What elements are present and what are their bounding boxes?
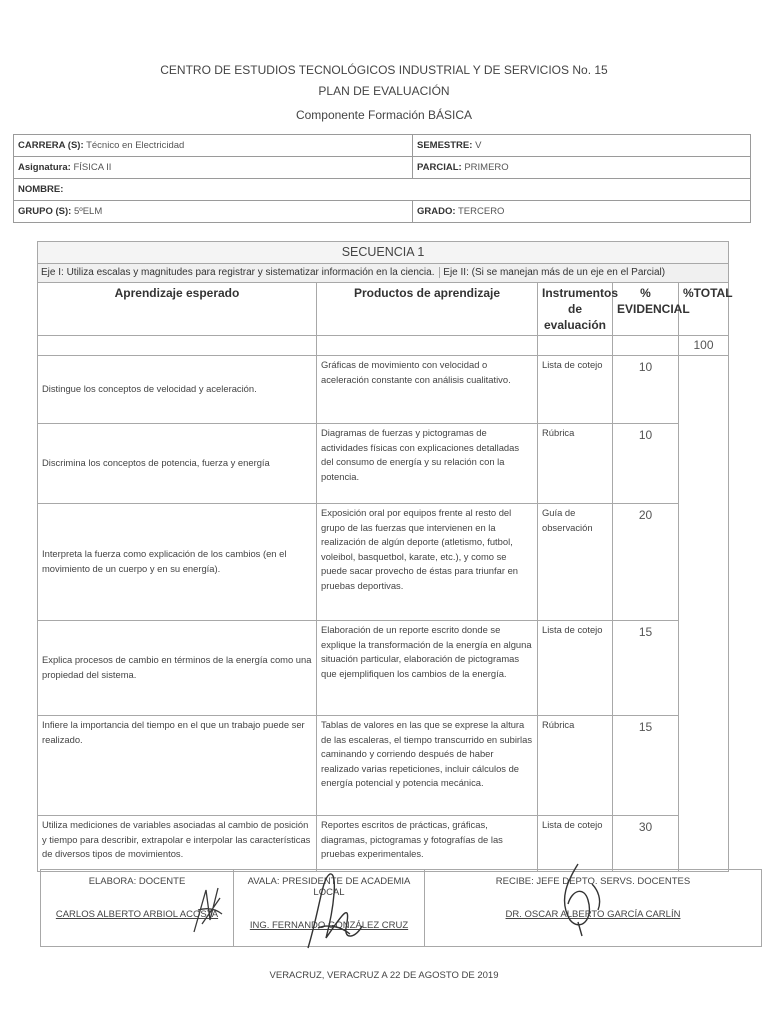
asignatura-cell: [14, 157, 413, 179]
producto-cell: Exposición oral por equipos frente al resto del grupo de las fuerzas que intervienen en la realización de algún deporte (atletismo, futbol, voleibol, basquetbol, karate, etc.), y como se puede sacar provecho de éstas para triunfar en pruebas deportivas.: [317, 504, 538, 621]
avala-name: ING. FERNANDO GONZÁLEZ CRUZ: [249, 920, 409, 931]
porcentaje-cell: 20: [613, 504, 679, 621]
school-name: CENTRO DE ESTUDIOS TECNOLÓGICOS INDUSTRIAL Y DE SERVICIOS No. 15: [160, 63, 608, 77]
instrumento-cell: Lista de cotejo: [538, 356, 613, 424]
course-info-table: [13, 134, 751, 223]
axis-row: [38, 264, 729, 283]
table-row: [38, 716, 729, 816]
carrera-value: Técnico en Electricidad: [86, 140, 185, 151]
evaluation-table: [37, 241, 733, 872]
table-row: [38, 816, 729, 872]
document-subtitle: Componente Formación BÁSICA: [295, 108, 473, 122]
elabora-title: ELABORA: DOCENTE: [88, 876, 186, 887]
parcial-cell: [413, 157, 751, 179]
aprendizaje-cell: Explica procesos de cambio en términos de la energía como una propiedad del sistema.: [38, 621, 317, 716]
semestre-label: SEMESTRE:: [417, 140, 473, 151]
producto-cell: Gráficas de movimiento con velocidad o aceleración constante con análisis cualitativo.: [317, 356, 538, 424]
grupo-value: 5ºELM: [73, 206, 103, 217]
parcial-label: PARCIAL:: [417, 162, 462, 173]
header-total: %TOTAL: [679, 282, 729, 336]
grado-value: TERCERO: [458, 206, 505, 217]
aprendizaje-cell: Interpreta la fuerza como explicación de los cambios (en el movimiento de un cuerpo y en su energía).: [38, 504, 317, 621]
semestre-cell: [413, 135, 751, 157]
asignatura-value: FÍSICA II: [73, 162, 112, 173]
parcial-value: PRIMERO: [464, 162, 509, 173]
signature-table: [40, 869, 762, 947]
signature-elabora: [41, 870, 234, 947]
signature-avala: [234, 870, 425, 947]
axis-1: Eje I: Utiliza escalas y magnitudes para registrar y sistematizar información en la ciencia.: [41, 267, 435, 279]
sequence-title: SECUENCIA 1: [38, 242, 729, 264]
producto-cell: Diagramas de fuerzas y pictogramas de actividades físicas con explicaciones detalladas del consumo de energía y su relación con la potencia.: [317, 424, 538, 504]
aprendizaje-cell: Distingue los conceptos de velocidad y aceleración.: [38, 356, 317, 424]
asignatura-label: Asignatura:: [18, 162, 71, 173]
blank-cell: [538, 336, 613, 356]
elabora-name: CARLOS ALBERTO ARBIOL ACOSTA: [55, 909, 219, 920]
table-row: [38, 356, 729, 424]
carrera-label: CARRERA (S):: [18, 140, 84, 151]
table-row: [38, 621, 729, 716]
blank-cell: [38, 336, 317, 356]
recibe-name: DR. OSCAR ALBERTO GARCÍA CARLÍN: [505, 909, 681, 920]
porcentaje-cell: 30: [613, 816, 679, 872]
nombre-cell: [14, 179, 751, 201]
recibe-title: RECIBE: JEFE DEPTO. SERVS. DOCENTES: [495, 876, 691, 887]
porcentaje-cell: 15: [613, 716, 679, 816]
axis-2: Eje II: (Si se manejan más de un eje en el Parcial): [439, 267, 665, 278]
signature-recibe: [425, 870, 762, 947]
header-instrumentos: Instrumentos de evaluación: [538, 282, 613, 336]
header-evidencial: % EVIDENCIAL: [613, 282, 679, 336]
avala-title: AVALA: PRESIDENTE DE ACADEMIA LOCAL: [247, 876, 411, 898]
semestre-value: V: [475, 140, 482, 151]
aprendizaje-cell: Utiliza mediciones de variables asociadas al cambio de posición y tiempo para describir, extrapolar e interpolar las características de diversos tipos de movimientos.: [38, 816, 317, 872]
grado-label: GRADO:: [417, 206, 456, 217]
header-productos: Productos de aprendizaje: [317, 282, 538, 336]
document-title: PLAN DE EVALUACIÓN: [318, 84, 450, 98]
blank-cell: [317, 336, 538, 356]
producto-cell: Reportes escritos de prácticas, gráficas, diagramas, pictogramas y fotografías de las pruebas experimentales.: [317, 816, 538, 872]
total-value: 100: [679, 336, 729, 356]
blank-cell: [613, 336, 679, 356]
table-row: [38, 424, 729, 504]
porcentaje-cell: 10: [613, 356, 679, 424]
table-row: [38, 504, 729, 621]
total-column-cell: [679, 356, 729, 872]
producto-cell: Tablas de valores en las que se exprese la altura de las escaleras, el tiempo transcurrido en subirlas caminando y corriendo después de haber realizado varias repeticiones, incluir cálculos de energía potencial y potencia mecánica.: [317, 716, 538, 816]
grupo-cell: [14, 201, 413, 223]
instrumento-cell: Guía de observación: [538, 504, 613, 621]
instrumento-cell: Rúbrica: [538, 716, 613, 816]
footer-place-date: VERACRUZ, VERACRUZ A 22 DE AGOSTO DE 2019: [269, 970, 499, 981]
porcentaje-cell: 10: [613, 424, 679, 504]
grado-cell: [413, 201, 751, 223]
porcentaje-cell: 15: [613, 621, 679, 716]
nombre-label: NOMBRE:: [18, 184, 64, 195]
producto-cell: Elaboración de un reporte escrito donde se explique la transformación de la energía en alguna situación particular, elaboración de pictogramas que ejemplifiquen los cambios de la energía.: [317, 621, 538, 716]
instrumento-cell: Lista de cotejo: [538, 816, 613, 872]
grupo-label: GRUPO (S):: [18, 206, 72, 217]
instrumento-cell: Lista de cotejo: [538, 621, 613, 716]
carrera-cell: [14, 135, 413, 157]
aprendizaje-cell: Discrimina los conceptos de potencia, fuerza y energía: [38, 424, 317, 504]
aprendizaje-cell: Infiere la importancia del tiempo en el que un trabajo puede ser realizado.: [38, 716, 317, 816]
header-aprendizaje: Aprendizaje esperado: [38, 282, 317, 336]
instrumento-cell: Rúbrica: [538, 424, 613, 504]
